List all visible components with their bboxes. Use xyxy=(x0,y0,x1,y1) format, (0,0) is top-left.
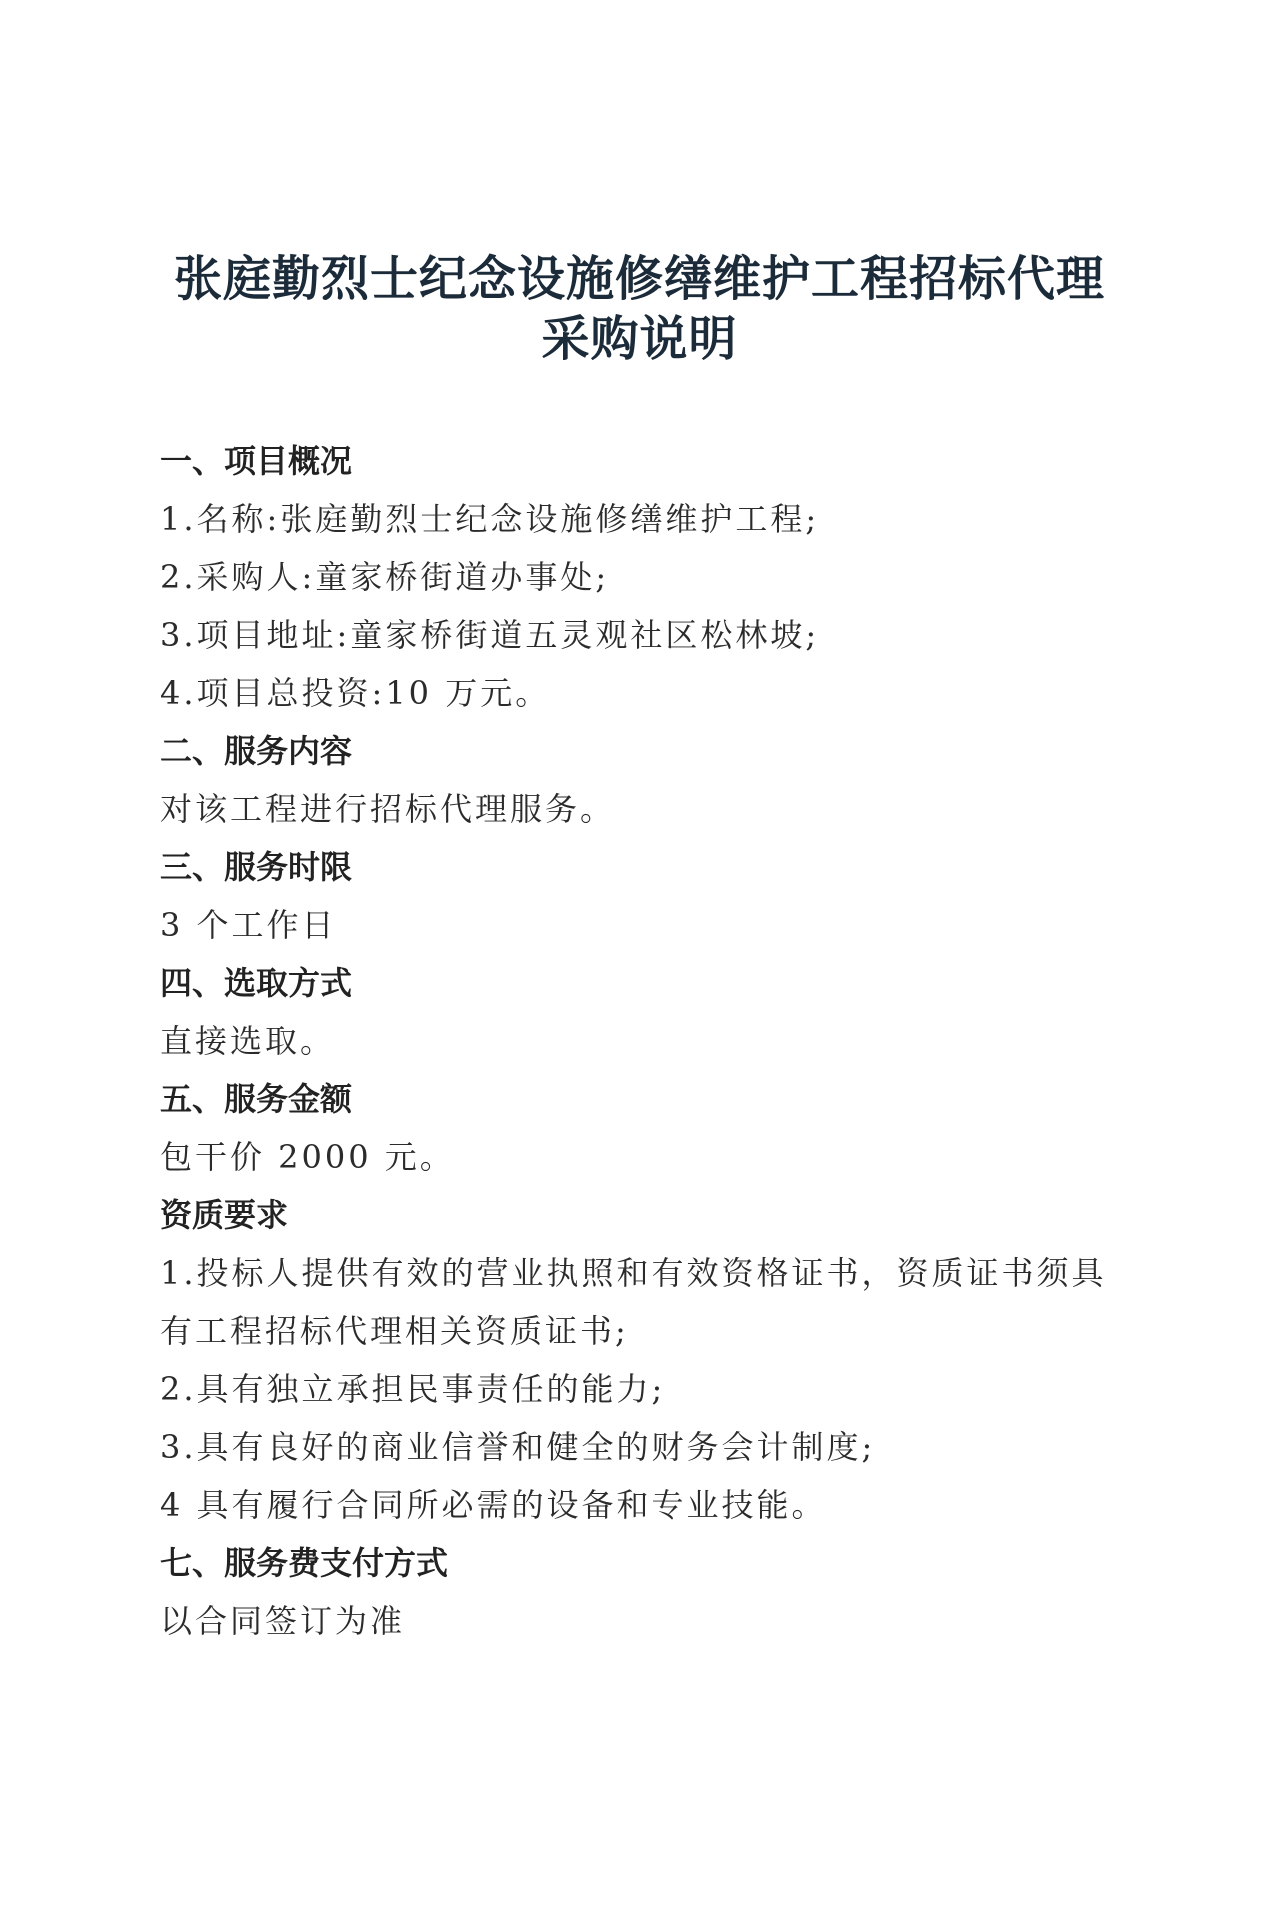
overview-address: 3.项目地址:童家桥街道五灵观社区松林坡; xyxy=(160,616,820,654)
overview-investment: 4.项目总投资:10 万元。 xyxy=(160,674,551,712)
section-heading-overview: 一、项目概况 xyxy=(160,442,353,480)
document-body xyxy=(160,432,1140,1650)
section-heading-payment-method: 七、服务费支付方式 xyxy=(160,1544,449,1582)
qualification-item-2: 2.具有独立承担民事责任的能力; xyxy=(160,1370,666,1408)
qualification-item-3: 3.具有良好的商业信誉和健全的财务会计制度; xyxy=(160,1428,876,1466)
qualification-item-4: 4 具有履行合同所必需的设备和专业技能。 xyxy=(160,1486,827,1524)
payment-method-text: 以合同签订为准 xyxy=(160,1602,406,1640)
qualification-item-1: 1.投标人提供有效的营业执照和有效资格证书，资质证书须具有工程招标代理相关资质证书; xyxy=(160,1254,1107,1350)
section-heading-service-content: 二、服务内容 xyxy=(160,732,353,770)
service-amount-text: 包干价 2000 元。 xyxy=(160,1138,455,1176)
service-content-text: 对该工程进行招标代理服务。 xyxy=(160,790,616,828)
section-heading-selection-method: 四、选取方式 xyxy=(160,964,353,1002)
section-heading-qualifications: 资质要求 xyxy=(160,1196,289,1234)
document-title: 张庭勤烈士纪念设施修缮维护工程招标代理 xyxy=(173,251,1105,307)
document-subtitle: 采购说明 xyxy=(541,311,738,367)
section-heading-service-period: 三、服务时限 xyxy=(160,848,353,886)
service-period-text: 3 个工作日 xyxy=(160,906,337,944)
overview-purchaser: 2.采购人:童家桥街道办事处; xyxy=(160,558,610,596)
section-heading-service-amount: 五、服务金额 xyxy=(160,1080,353,1118)
selection-method-text: 直接选取。 xyxy=(160,1022,336,1060)
overview-name: 1.名称:张庭勤烈士纪念设施修缮维护工程; xyxy=(160,500,820,538)
